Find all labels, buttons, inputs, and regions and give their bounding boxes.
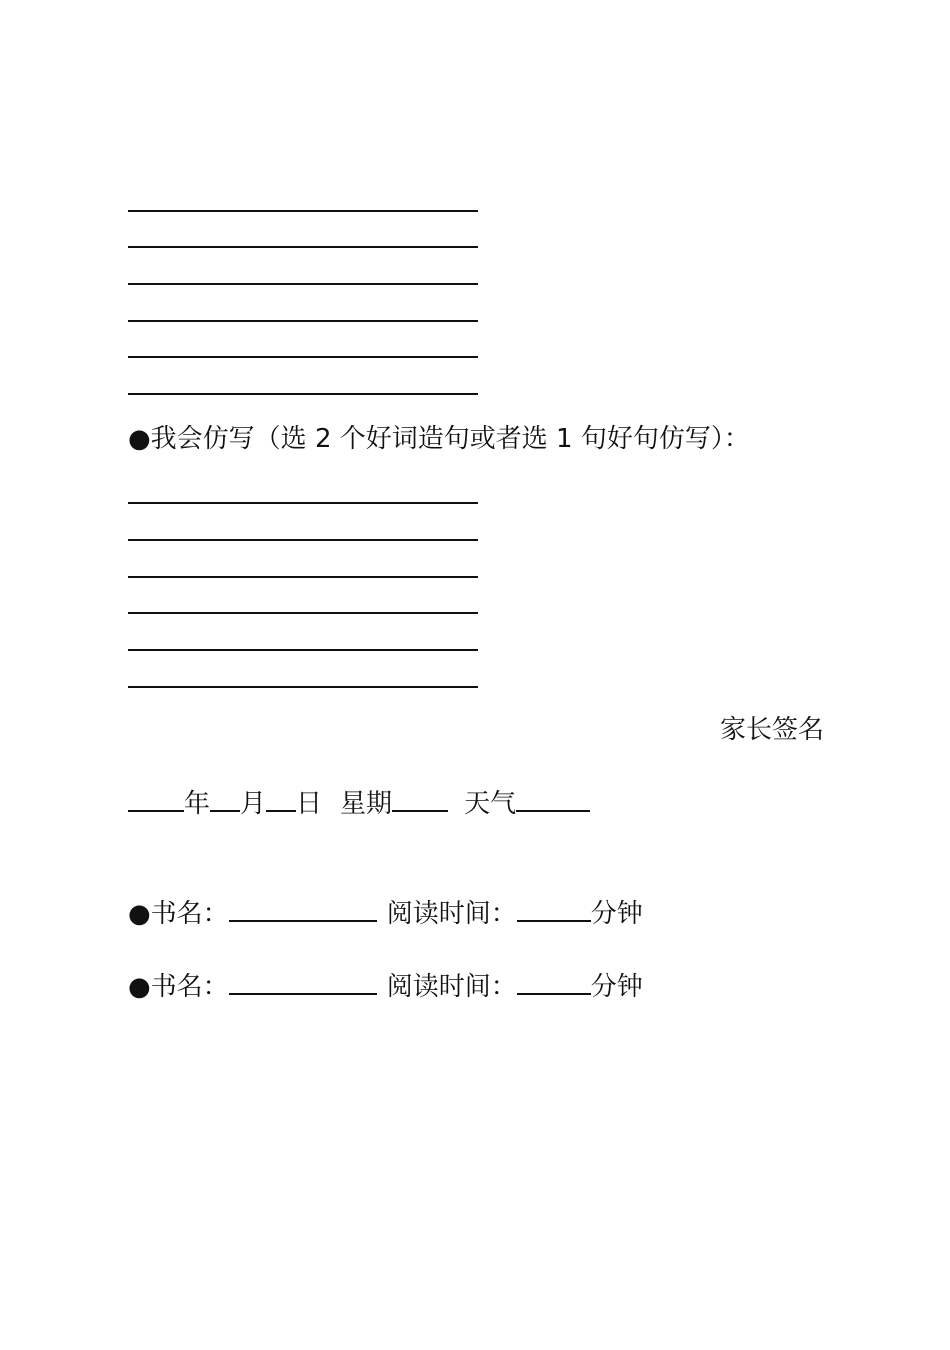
writing-line[interactable] — [128, 393, 478, 395]
book-title-blank[interactable] — [229, 971, 377, 995]
book-title-label: ●书名： — [128, 972, 229, 1002]
writing-line[interactable] — [128, 210, 478, 212]
month-label: 月 — [240, 789, 267, 819]
reading-time-blank[interactable] — [517, 971, 591, 995]
minutes-label: 分钟 — [590, 899, 643, 929]
writing-line[interactable] — [128, 539, 478, 541]
writing-line[interactable] — [128, 246, 478, 248]
weekday-label: 星期 — [340, 789, 393, 819]
book-title-blank[interactable] — [229, 898, 377, 922]
year-blank[interactable] — [128, 788, 184, 812]
writing-line[interactable] — [128, 283, 478, 285]
writing-line[interactable] — [128, 649, 478, 651]
month-blank[interactable] — [210, 788, 240, 812]
reading-time-blank[interactable] — [517, 898, 591, 922]
minutes-label: 分钟 — [590, 972, 643, 1002]
year-label: 年 — [184, 789, 211, 819]
writing-line[interactable] — [128, 576, 478, 578]
day-blank[interactable] — [266, 788, 296, 812]
day-label: 日 — [296, 789, 323, 819]
writing-line[interactable] — [128, 356, 478, 358]
weekday-blank[interactable] — [392, 788, 448, 812]
reading-time-label: 阅读时间： — [386, 972, 517, 1002]
reading-entry — [128, 971, 643, 1003]
writing-line[interactable] — [128, 612, 478, 614]
parent-signature-label: 家长签名 — [719, 715, 824, 745]
date-line — [128, 788, 590, 820]
reading-time-label: 阅读时间： — [386, 899, 517, 929]
weather-label: 天气 — [464, 789, 517, 819]
writing-line[interactable] — [128, 320, 478, 322]
writing-line[interactable] — [128, 686, 478, 688]
writing-line[interactable] — [128, 502, 478, 504]
book-title-label: ●书名： — [128, 899, 229, 929]
imitation-writing-heading: ●我会仿写（选 2 个好词造句或者选 1 句好句仿写）： — [128, 424, 750, 454]
reading-entry — [128, 898, 643, 930]
weather-blank[interactable] — [516, 788, 590, 812]
